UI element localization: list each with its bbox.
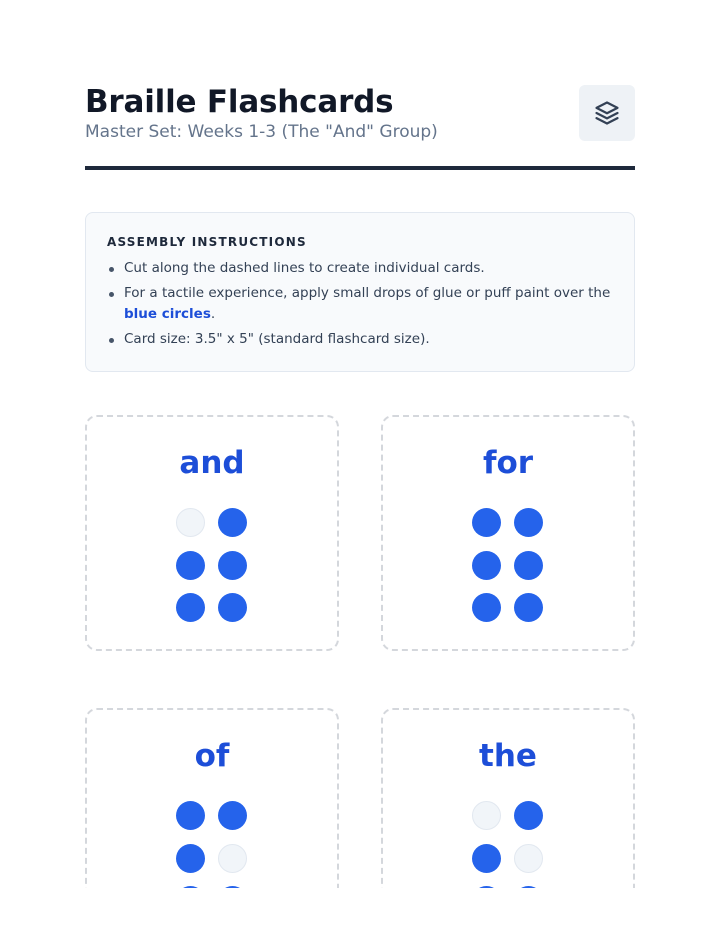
braille-dot-raised [176, 844, 205, 873]
card-word: of [194, 738, 230, 774]
instruction-text: Cut along the dashed lines to create individual cards. [124, 260, 485, 276]
braille-dot-flat [514, 844, 543, 873]
layers-icon [593, 99, 621, 127]
instruction-item [107, 258, 612, 279]
instruction-suffix: . [210, 306, 216, 322]
braille-dot-raised [218, 508, 247, 537]
braille-dot-raised [514, 508, 543, 537]
page-subtitle: Master Set: Weeks 1-3 (The "And" Group) [85, 122, 438, 142]
assembly-instructions [85, 212, 635, 372]
card-word: for [482, 445, 534, 481]
flashcard-the [381, 708, 635, 888]
braille-dot-flat [176, 508, 205, 537]
braille-cell [176, 508, 252, 626]
braille-dot-raised [218, 593, 247, 622]
instruction-item [107, 283, 612, 325]
instructions-list [107, 258, 612, 350]
braille-dot-raised [218, 886, 247, 888]
braille-dot-raised [472, 593, 501, 622]
braille-dot-raised [514, 886, 543, 888]
braille-dot-raised [176, 593, 205, 622]
braille-dot-raised [472, 886, 501, 888]
braille-dot-raised [514, 593, 543, 622]
braille-dot-raised [472, 551, 501, 580]
braille-dot-flat [218, 844, 247, 873]
braille-cell [176, 801, 252, 888]
braille-dot-raised [514, 551, 543, 580]
braille-dot-raised [176, 551, 205, 580]
flashcard-of [85, 708, 339, 888]
instruction-text: Card size: 3.5" x 5" (standard flashcard size). [124, 331, 430, 347]
braille-dot-raised [472, 844, 501, 873]
instructions-heading: ASSEMBLY INSTRUCTIONS [107, 235, 307, 249]
braille-dot-raised [176, 801, 205, 830]
layers-icon-box [579, 85, 635, 141]
page-title: Braille Flashcards [85, 84, 394, 120]
braille-dot-flat [472, 801, 501, 830]
braille-cell [472, 801, 548, 888]
braille-dot-raised [514, 801, 543, 830]
page-header [85, 84, 635, 170]
braille-dot-raised [472, 508, 501, 537]
instruction-item [107, 329, 612, 350]
flashcard-for [381, 415, 635, 651]
card-word: the [479, 738, 537, 774]
card-word: and [179, 445, 245, 481]
braille-cell [472, 508, 548, 626]
instruction-highlight: blue circles [124, 306, 211, 322]
braille-dot-raised [218, 551, 247, 580]
instruction-text: For a tactile experience, apply small drops of glue or puff paint over the [124, 285, 611, 301]
flashcard-and [85, 415, 339, 651]
braille-dot-raised [218, 801, 247, 830]
braille-dot-raised [176, 886, 205, 888]
